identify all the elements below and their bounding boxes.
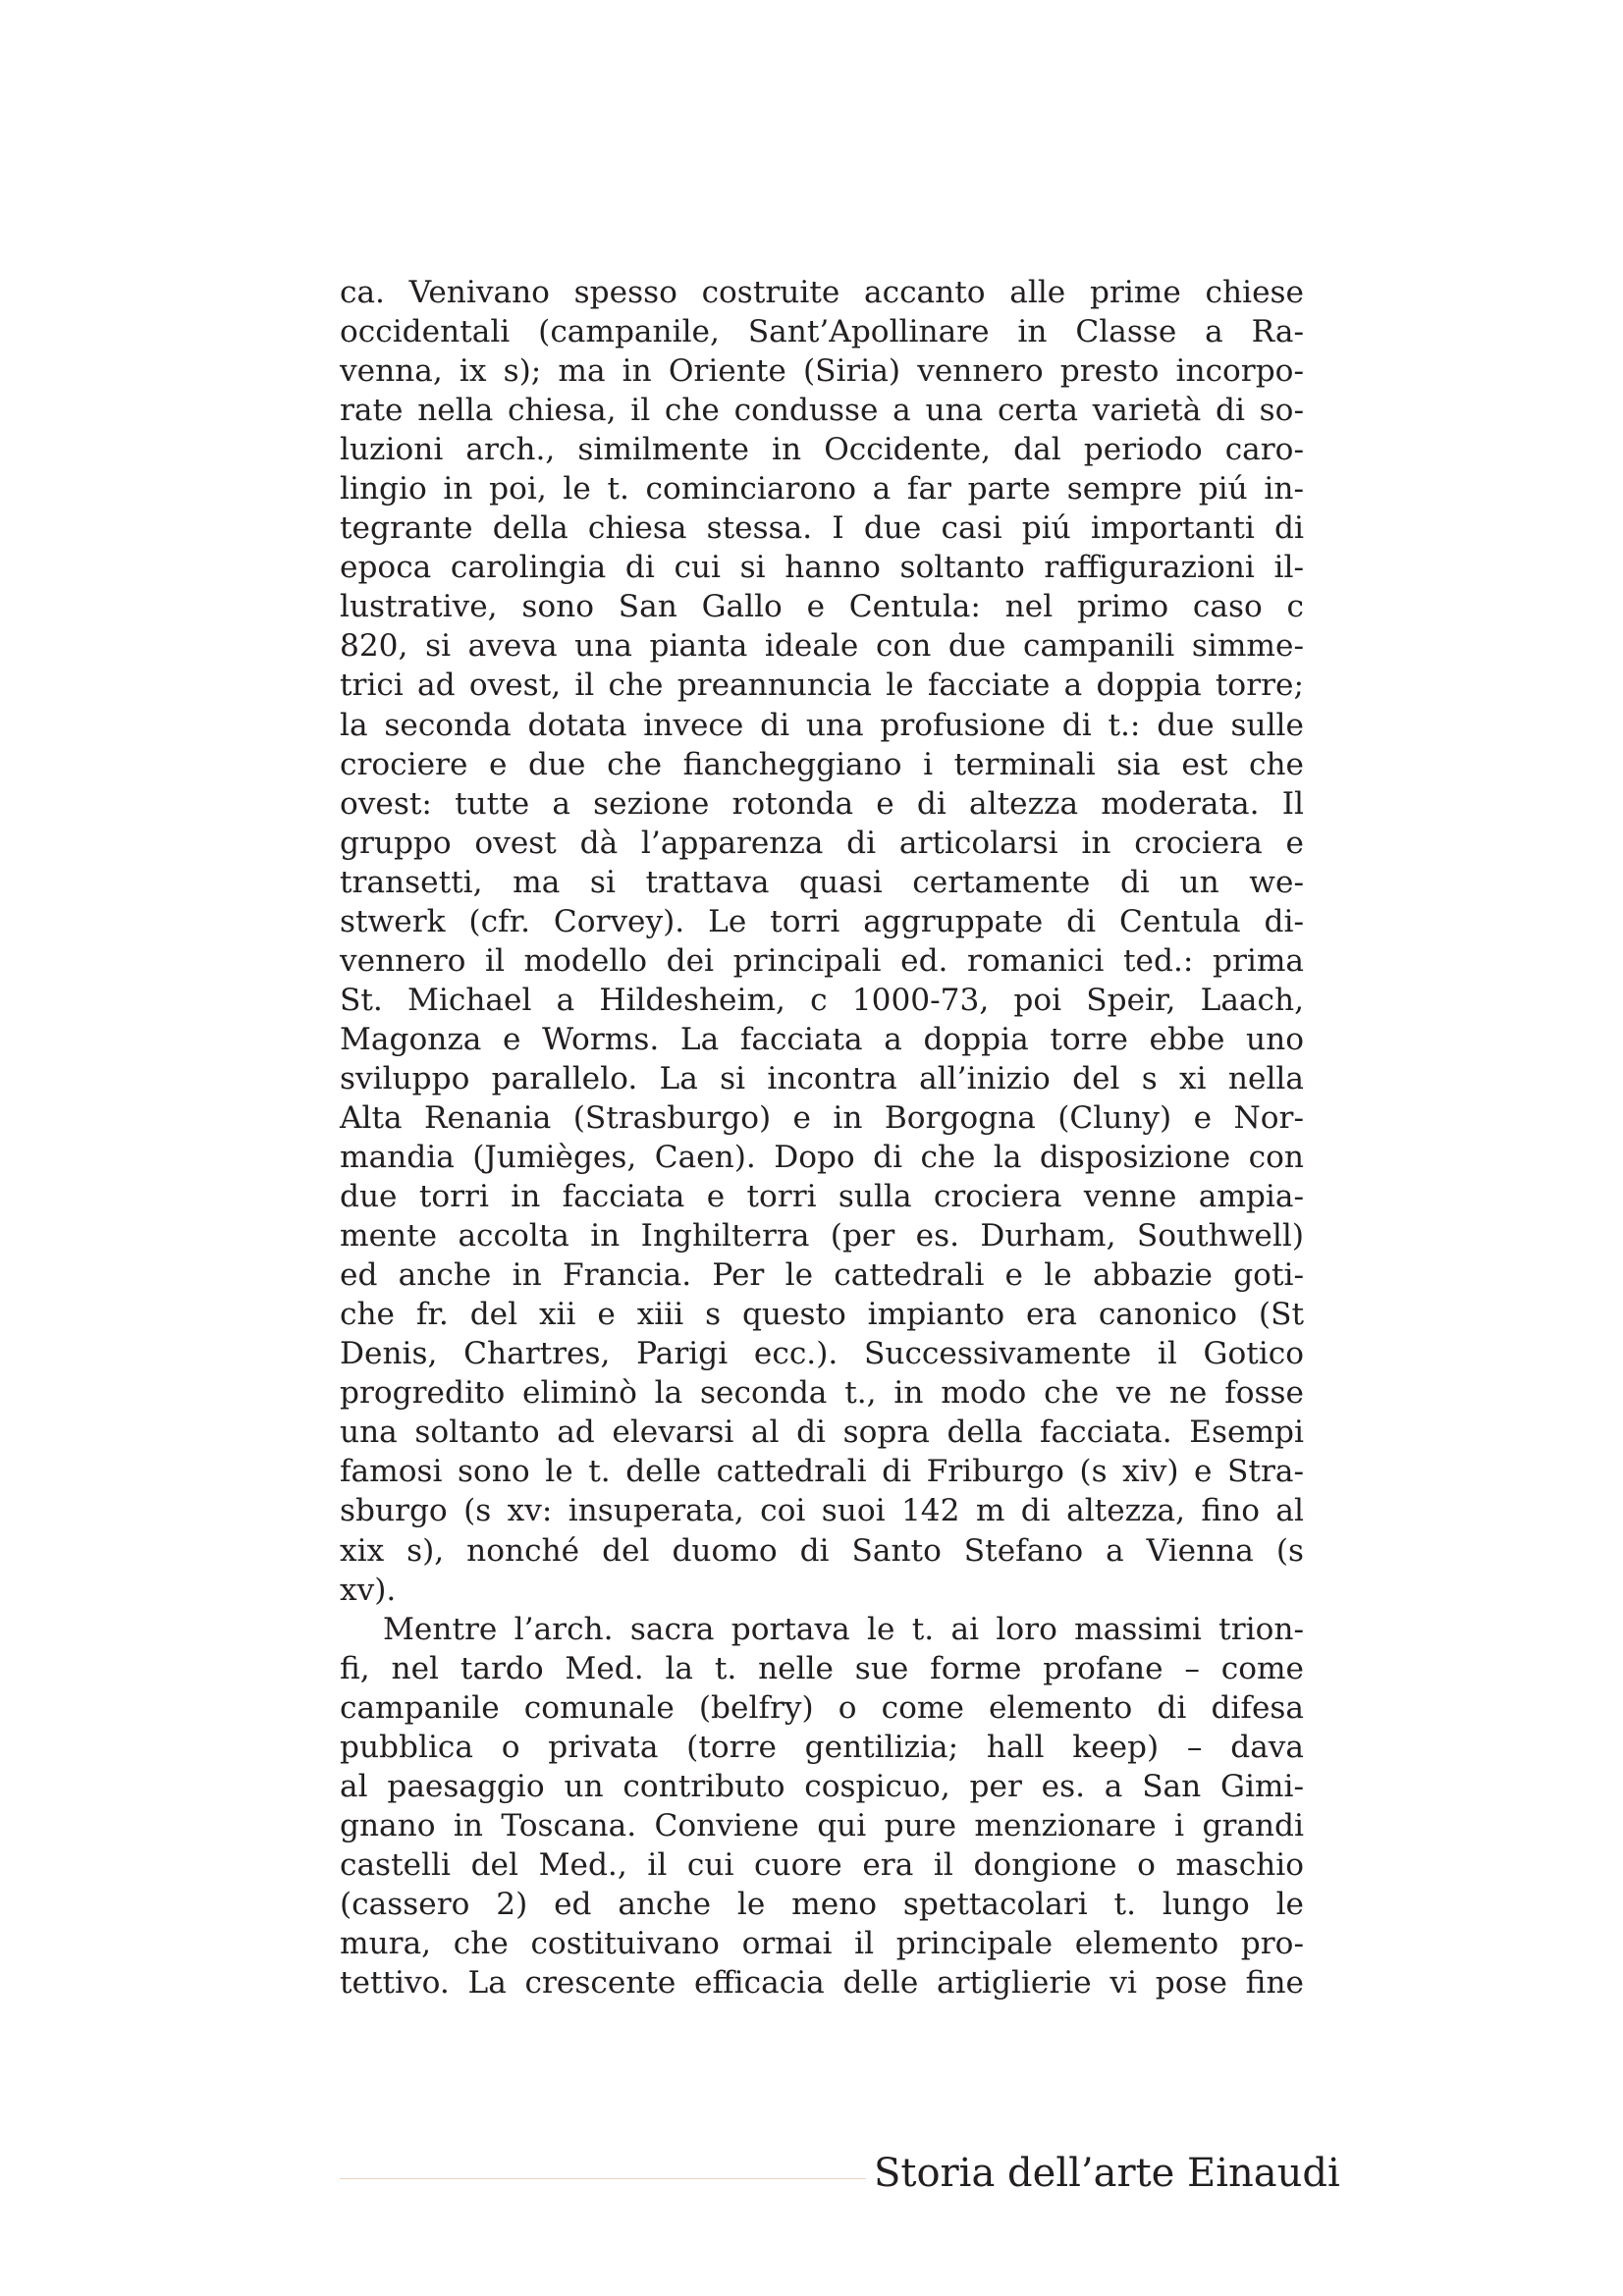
text-line: sviluppo parallelo. La si incontra all’inizio del s xi nella — [340, 1060, 1304, 1096]
text-line: al paesaggio un contributo cospicuo, per es. a San Gimi- — [340, 1768, 1304, 1804]
text-line: ca. Venivano spesso costruite accanto alle prime chiese — [340, 275, 1304, 310]
text-line: due torri in facciata e torri sulla crociera venne ampia- — [340, 1179, 1304, 1215]
text-line: mandia (Jumièges, Caen). Dopo di che la disposizione con — [340, 1140, 1304, 1176]
footer-title: Storia dell’arte Einaudi — [874, 2151, 1340, 2196]
text-line: pubblica o privata (torre gentilizia; hall keep) – dava — [340, 1729, 1304, 1765]
text-line: luzioni arch., similmente in Occidente, dal periodo caro- — [340, 432, 1304, 468]
text-line: che fr. del xii e xiii s questo impianto era canonico (St — [340, 1297, 1304, 1333]
text-line: una soltanto ad elevarsi al di sopra della facciata. Esempi — [340, 1415, 1304, 1451]
text-line: la seconda dotata invece di una profusione di t.: due sulle — [340, 707, 1304, 743]
text-line: rate nella chiesa, il che condusse a una certa varietà di so- — [340, 393, 1304, 429]
text-line: gruppo ovest dà l’apparenza di articolarsi in crociera e — [340, 825, 1304, 861]
text-line: ovest: tutte a sezione rotonda e di altezza moderata. Il — [340, 785, 1304, 822]
text-line: Alta Renania (Strasburgo) e in Borgogna (Cluny) e Nor- — [340, 1099, 1304, 1136]
text-line: lustrative, sono San Gallo e Centula: nel primo caso c — [340, 589, 1304, 625]
text-line: ed anche in Francia. Per le cattedrali e le abbazie goti- — [340, 1257, 1304, 1294]
text-line: crociere e due che fiancheggiano i terminali sia est che — [340, 746, 1304, 782]
text-line: vennero il modello dei principali ed. romanici ted.: prima — [340, 942, 1304, 979]
text-line: mura, che costituivano ormai il principale elemento pro- — [340, 1925, 1304, 1961]
body-text — [340, 273, 1304, 2002]
text-line: tegrante della chiesa stessa. I due casi piú importanti di — [340, 510, 1304, 547]
text-line: trici ad ovest, il che preannuncia le facciate a doppia torre; — [340, 667, 1304, 704]
text-line: St. Michael a Hildesheim, c 1000-73, poi Speir, Laach, — [340, 982, 1304, 1018]
text-line: xix s), nonché del duomo di Santo Stefano a Vienna (s — [340, 1532, 1304, 1569]
text-line: gnano in Toscana. Conviene qui pure menzionare i grandi — [340, 1807, 1304, 1843]
text-line: transetti, ma si trattava quasi certamente di un we- — [340, 864, 1304, 900]
text-line: tettivo. La crescente efficacia delle artiglierie vi pose fine — [340, 1965, 1304, 2002]
text-line: Magonza e Worms. La facciata a doppia torre ebbe uno — [340, 1021, 1304, 1057]
text-line: fi, nel tardo Med. la t. nelle sue forme profane – come — [340, 1650, 1304, 1686]
text-line: Mentre l’arch. sacra portava le t. ai loro massimi trion- — [383, 1611, 1304, 1647]
text-line: occidentali (campanile, Sant’Apollinare in Classe a Ra- — [340, 314, 1304, 350]
text-line: famosi sono le t. delle cattedrali di Friburgo (s xiv) e Stra- — [340, 1454, 1304, 1490]
text-line: castelli del Med., il cui cuore era il dongione o maschio — [340, 1846, 1304, 1883]
footer-rule — [340, 2178, 866, 2179]
text-line: Denis, Chartres, Parigi ecc.). Successivamente il Gotico — [340, 1336, 1304, 1372]
text-line: (cassero 2) ed anche le meno spettacolari t. lungo le — [340, 1886, 1304, 1922]
text-line: xv). — [340, 1572, 397, 1608]
text-line: stwerk (cfr. Corvey). Le torri aggruppate di Centula di- — [340, 903, 1304, 939]
text-line: venna, ix s); ma in Oriente (Siria) vennero presto incorpo- — [340, 353, 1304, 390]
text-line: sburgo (s xv: insuperata, coi suoi 142 m di altezza, fino al — [340, 1493, 1304, 1529]
text-line: lingio in poi, le t. cominciarono a far parte sempre piú in- — [340, 471, 1304, 507]
text-line: campanile comunale (belfry) o come elemento di difesa — [340, 1689, 1304, 1726]
text-line: progredito eliminò la seconda t., in modo che ve ne fosse — [340, 1375, 1304, 1412]
text-line: epoca carolingia di cui si hanno soltanto raffigurazioni il- — [340, 550, 1304, 586]
text-line: mente accolta in Inghilterra (per es. Durham, Southwell) — [340, 1218, 1304, 1255]
text-line: 820, si aveva una pianta ideale con due campanili simme- — [340, 628, 1304, 665]
